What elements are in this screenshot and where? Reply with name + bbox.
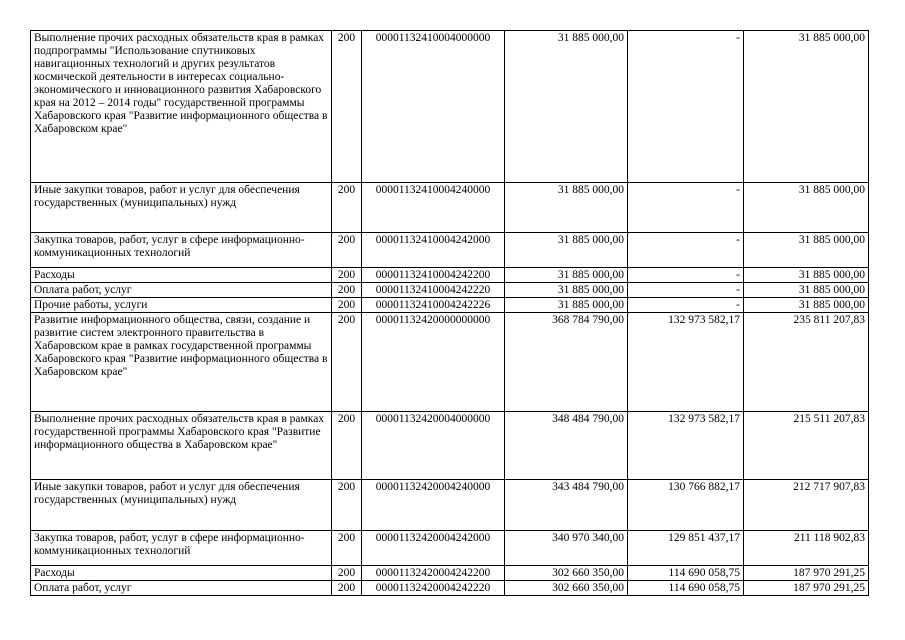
row-exec: 130 766 882,17 xyxy=(628,480,744,531)
row-csr: 00001132410004240000 xyxy=(362,183,505,233)
table-row xyxy=(31,581,869,596)
row-rest: 211 118 902,83 xyxy=(744,531,869,566)
row-code: 200 xyxy=(332,480,362,531)
row-name: Выполнение прочих расходных обязательств края в рамках государственной программы Хабаровского края "Развитие информационного общества в Хабаровском крае" xyxy=(31,412,332,480)
row-name: Развитие информационного общества, связи, создание и развитие систем электронного правительства в Хабаровском крае в рамках государственной программы Хабаровского края "Развитие информационного общества в Хабаровском крае" xyxy=(31,313,332,412)
table-row xyxy=(31,283,869,298)
table-row xyxy=(31,412,869,480)
row-csr: 00001132420000000000 xyxy=(362,313,505,412)
row-exec: 129 851 437,17 xyxy=(628,531,744,566)
row-exec: - xyxy=(628,298,744,313)
budget-table xyxy=(30,30,869,596)
row-rest: 215 511 207,83 xyxy=(744,412,869,480)
row-code: 200 xyxy=(332,313,362,412)
row-code: 200 xyxy=(332,31,362,183)
row-name: Оплата работ, услуг xyxy=(31,283,332,298)
row-code: 200 xyxy=(332,412,362,480)
row-csr: 00001132420004240000 xyxy=(362,480,505,531)
row-plan: 302 660 350,00 xyxy=(505,566,628,581)
row-exec: 114 690 058,75 xyxy=(628,581,744,596)
row-plan: 31 885 000,00 xyxy=(505,298,628,313)
row-plan: 31 885 000,00 xyxy=(505,233,628,268)
row-code: 200 xyxy=(332,268,362,283)
row-exec: - xyxy=(628,31,744,183)
row-rest: 187 970 291,25 xyxy=(744,566,869,581)
row-plan: 31 885 000,00 xyxy=(505,283,628,298)
row-plan: 368 784 790,00 xyxy=(505,313,628,412)
row-csr: 00001132410004242226 xyxy=(362,298,505,313)
row-exec: 132 973 582,17 xyxy=(628,412,744,480)
row-plan: 31 885 000,00 xyxy=(505,183,628,233)
row-csr: 00001132410004000000 xyxy=(362,31,505,183)
row-name: Иные закупки товаров, работ и услуг для обеспечения государственных (муниципальных) нужд xyxy=(31,480,332,531)
table-row xyxy=(31,480,869,531)
row-name: Выполнение прочих расходных обязательств края в рамках подпрограммы "Использование спутниковых навигационных технологий и других результатов космической деятельности в интересах социально-экономического и инновационного развития Хабаровского края на 2012 – 2014 годы" государственной программы Хабаровского края "Развитие информационного общества в Хабаровском крае" xyxy=(31,31,332,183)
row-exec: 132 973 582,17 xyxy=(628,313,744,412)
row-code: 200 xyxy=(332,566,362,581)
row-plan: 31 885 000,00 xyxy=(505,31,628,183)
row-exec: - xyxy=(628,183,744,233)
row-csr: 00001132420004000000 xyxy=(362,412,505,480)
row-code: 200 xyxy=(332,581,362,596)
row-rest: 31 885 000,00 xyxy=(744,268,869,283)
row-exec: 114 690 058,75 xyxy=(628,566,744,581)
row-plan: 340 970 340,00 xyxy=(505,531,628,566)
table-row xyxy=(31,268,869,283)
row-exec: - xyxy=(628,268,744,283)
row-name: Оплата работ, услуг xyxy=(31,581,332,596)
row-rest: 31 885 000,00 xyxy=(744,298,869,313)
row-code: 200 xyxy=(332,283,362,298)
budget-table-body xyxy=(31,31,869,596)
table-row xyxy=(31,531,869,566)
row-rest: 212 717 907,83 xyxy=(744,480,869,531)
row-plan: 302 660 350,00 xyxy=(505,581,628,596)
row-exec: - xyxy=(628,283,744,298)
table-row xyxy=(31,183,869,233)
row-rest: 31 885 000,00 xyxy=(744,233,869,268)
table-row xyxy=(31,313,869,412)
row-rest: 31 885 000,00 xyxy=(744,183,869,233)
row-csr: 00001132420004242200 xyxy=(362,566,505,581)
row-name: Иные закупки товаров, работ и услуг для обеспечения государственных (муниципальных) нужд xyxy=(31,183,332,233)
table-row xyxy=(31,298,869,313)
row-name: Закупка товаров, работ, услуг в сфере информационно-коммуникационных технологий xyxy=(31,531,332,566)
row-name: Расходы xyxy=(31,268,332,283)
row-code: 200 xyxy=(332,183,362,233)
table-row xyxy=(31,31,869,183)
row-name: Расходы xyxy=(31,566,332,581)
table-row xyxy=(31,233,869,268)
row-name: Закупка товаров, работ, услуг в сфере информационно-коммуникационных технологий xyxy=(31,233,332,268)
row-csr: 00001132410004242200 xyxy=(362,268,505,283)
row-rest: 31 885 000,00 xyxy=(744,31,869,183)
row-csr: 00001132420004242000 xyxy=(362,531,505,566)
row-csr: 00001132410004242220 xyxy=(362,283,505,298)
row-code: 200 xyxy=(332,298,362,313)
row-exec: - xyxy=(628,233,744,268)
row-csr: 00001132410004242000 xyxy=(362,233,505,268)
row-rest: 187 970 291,25 xyxy=(744,581,869,596)
row-plan: 31 885 000,00 xyxy=(505,268,628,283)
row-name: Прочие работы, услуги xyxy=(31,298,332,313)
row-code: 200 xyxy=(332,531,362,566)
row-rest: 235 811 207,83 xyxy=(744,313,869,412)
row-plan: 343 484 790,00 xyxy=(505,480,628,531)
row-rest: 31 885 000,00 xyxy=(744,283,869,298)
row-code: 200 xyxy=(332,233,362,268)
row-csr: 00001132420004242220 xyxy=(362,581,505,596)
table-row xyxy=(31,566,869,581)
row-plan: 348 484 790,00 xyxy=(505,412,628,480)
